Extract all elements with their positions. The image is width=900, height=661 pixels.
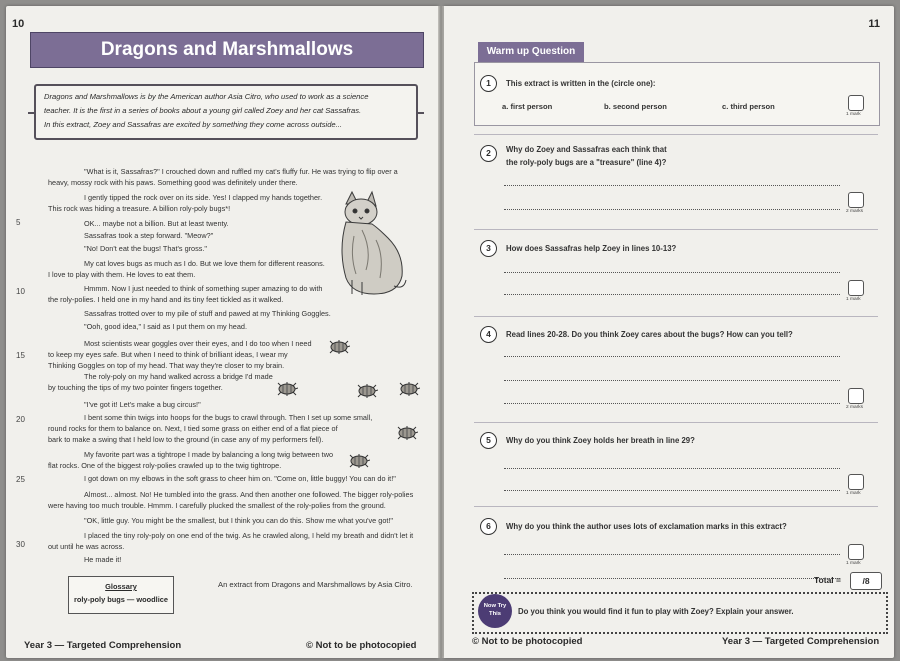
line-number: 25 xyxy=(16,475,25,484)
answer-option[interactable]: c. third person xyxy=(722,102,775,111)
mark-box[interactable] xyxy=(848,280,864,296)
story-line: I gently tipped the rock over on its side. Yes! I clapped my hands together. xyxy=(84,193,323,202)
answer-line[interactable] xyxy=(504,185,840,186)
story-paragraph xyxy=(48,530,428,552)
woodlouse-icon xyxy=(276,382,298,396)
answer-option[interactable]: b. second person xyxy=(604,102,667,111)
question-line: Why do you think the author uses lots of exclamation marks in this extract? xyxy=(506,522,787,531)
story-line: by touching the tips of my two pointer fingers together. xyxy=(48,383,223,392)
answer-line[interactable] xyxy=(504,490,840,491)
question-line: the roly-poly bugs are a "treasure" (line 4)? xyxy=(506,158,667,167)
line-number: 15 xyxy=(16,351,25,360)
now-try-this-prompt: Do you think you would find it fun to play with Zoey? Explain your answer. xyxy=(518,607,794,616)
story-line: Most scientists wear goggles over their eyes, and I do too when I need xyxy=(84,339,312,348)
story-line: were having too much trouble. Hmmm. I carefully plucked the smallest of the roly-polies from the ground. xyxy=(48,501,386,510)
question-number: 6 xyxy=(480,518,497,535)
glossary-title: Glossary xyxy=(105,582,137,591)
story-line: OK... maybe not a billion. But at least twenty. xyxy=(84,219,229,228)
story-line: "OK, little guy. You might be the smallest, but I think you can do this. Show me what you've got!" xyxy=(84,516,394,525)
question-divider xyxy=(474,506,878,507)
now-try-this-badge-text: Now Try This xyxy=(483,603,507,617)
page-number-left: 10 xyxy=(12,18,25,30)
story-line: I got down on my elbows in the soft grass to cheer him on. "Come on, little buggy! You can do it!" xyxy=(84,474,396,483)
story-line: out until he was across. xyxy=(48,542,125,551)
intro-line: In this extract, Zoey and Sassafras are excited by something they come across outside... xyxy=(44,120,342,129)
cat-illustration xyxy=(332,190,408,300)
story-line: I love to play with them. He loves to eat them. xyxy=(48,270,196,279)
mark-box[interactable] xyxy=(848,544,864,560)
page-title: Dragons and Marshmallows xyxy=(100,39,354,60)
answer-line[interactable] xyxy=(504,272,840,273)
question-number: 2 xyxy=(480,145,497,162)
story-line: round rocks for them to balance on. Next, I tied some grass on either end of a flat piece of xyxy=(48,424,338,433)
story-paragraph xyxy=(48,371,354,393)
total-box[interactable]: /8 xyxy=(850,572,882,590)
intro-line: teacher. It is the first in a series of books about a young girl called Zoey and her cat Sassafras. xyxy=(44,106,362,115)
question-line: Read lines 20-28. Do you think Zoey cares about the bugs? How can you tell? xyxy=(506,330,793,339)
question-line: Why do you think Zoey holds her breath in line 29? xyxy=(506,436,695,445)
story-line: to keep my eyes safe. But when I need to think of brilliant ideas, I wear my xyxy=(48,350,288,359)
glossary-box xyxy=(68,576,174,614)
story-line: Thinking Goggles on top of my head. That way they're closer to my brain. xyxy=(48,361,285,370)
mark-label: 1 mark xyxy=(846,297,861,302)
answer-line[interactable] xyxy=(504,356,840,357)
story-paragraph xyxy=(48,412,428,445)
question-line: This extract is written in the (circle one): xyxy=(506,79,656,88)
total-label: Total = xyxy=(814,575,841,585)
line-number: 5 xyxy=(16,218,21,227)
story-line: Hmmm. Now I just needed to think of something super amazing to do with xyxy=(84,284,323,293)
intro-box xyxy=(34,84,418,140)
line-number: 20 xyxy=(16,415,25,424)
warm-up-box xyxy=(474,62,880,126)
story-paragraph xyxy=(48,449,428,471)
left-page xyxy=(6,6,438,658)
story-line: Sassafras trotted over to my pile of stuff and pawed at my Thinking Goggles. xyxy=(84,309,331,318)
page-number-right: 11 xyxy=(868,18,880,30)
intro-line: Dragons and Marshmallows is by the American author Asia Citro, who used to work as a science xyxy=(44,92,369,101)
story-paragraph xyxy=(48,489,428,511)
question-number: 3 xyxy=(480,240,497,257)
question-line: How does Sassafras help Zoey in lines 10-13? xyxy=(506,244,677,253)
answer-line[interactable] xyxy=(504,578,840,579)
woodlouse-icon xyxy=(328,340,350,354)
woodlouse-icon xyxy=(398,382,420,396)
story-line: "I've got it! Let's make a bug circus!" xyxy=(84,400,201,409)
story-line: flat rocks. One of the biggest roly-polies crawled up to the twig tightrope. xyxy=(48,461,282,470)
question-number: 1 xyxy=(480,75,497,92)
line-number: 30 xyxy=(16,540,25,549)
mark-box[interactable] xyxy=(848,192,864,208)
footer-copyright: © Not to be photocopied xyxy=(306,640,417,651)
question-divider xyxy=(474,134,878,135)
warm-up-header: Warm up Question xyxy=(478,42,584,62)
story-line: He made it! xyxy=(84,555,122,564)
story-line: bark to make a swing that I held low to the ground (in case any of my performers fell). xyxy=(48,435,324,444)
story-paragraph xyxy=(48,166,428,188)
woodlouse-icon xyxy=(348,454,370,468)
answer-option[interactable]: a. first person xyxy=(502,102,553,111)
glossary-entry: roly-poly bugs — woodlice xyxy=(73,595,169,604)
story-paragraph xyxy=(48,321,354,332)
question-number: 5 xyxy=(480,432,497,449)
answer-line[interactable] xyxy=(504,403,840,404)
mark-box[interactable] xyxy=(848,95,864,111)
story-paragraph xyxy=(48,308,354,319)
mark-label: 1 mark xyxy=(846,491,861,496)
story-line: "Ooh, good idea," I said as I put them on my head. xyxy=(84,322,247,331)
mark-box[interactable] xyxy=(848,474,864,490)
line-number: 10 xyxy=(16,287,25,296)
story-paragraph xyxy=(48,554,428,565)
woodlouse-icon xyxy=(356,384,378,398)
answer-line[interactable] xyxy=(504,380,840,381)
answer-line[interactable] xyxy=(504,209,840,210)
story-line: The roly-poly on my hand walked across a bridge I'd made xyxy=(84,372,273,381)
story-line: Almost... almost. No! He tumbled into the grass. And then another one followed. The bigger roly-polies xyxy=(84,490,414,499)
right-page xyxy=(444,6,894,658)
story-line: I bent some thin twigs into hoops for the bugs to crawl through. Then I set up some small, xyxy=(84,413,373,422)
story-line: "No! Don't eat the bugs! That's gross." xyxy=(84,244,208,253)
footer-copyright: © Not to be photocopied xyxy=(472,636,583,647)
question-divider xyxy=(474,422,878,423)
title-banner xyxy=(30,32,424,68)
story-paragraph xyxy=(48,338,354,371)
question-number: 4 xyxy=(480,326,497,343)
question-text xyxy=(506,242,676,255)
story-line: This rock was hiding a treasure. A billion roly-poly bugs*! xyxy=(48,204,231,213)
story-paragraph xyxy=(48,399,428,410)
footer-series: Year 3 — Targeted Comprehension xyxy=(24,640,182,651)
footer-series: Year 3 — Targeted Comprehension xyxy=(722,636,880,647)
question-text xyxy=(506,143,667,169)
story-line: My favorite part was a tightrope I made by balancing a long twig between two xyxy=(84,450,334,459)
story-line: heavy, mossy rock with his paws. Something good was definitely under there. xyxy=(48,178,298,187)
question-text xyxy=(506,328,793,341)
answer-line[interactable] xyxy=(504,554,840,555)
answer-line[interactable] xyxy=(504,468,840,469)
story-line: the roly-polies. I held one in my hand and its tiny feet tickled as it walked. xyxy=(48,295,284,304)
question-line: Why do Zoey and Sassafras each think that xyxy=(506,145,667,154)
question-divider xyxy=(474,316,878,317)
story-line: Sassafras took a step forward. "Meow?" xyxy=(84,231,214,240)
story-paragraph xyxy=(48,515,428,526)
mark-label: 2 marks xyxy=(846,405,864,410)
source-citation: An extract from Dragons and Marshmallows by Asia Citro. xyxy=(218,580,413,589)
mark-label: 2 marks xyxy=(846,209,864,214)
mark-box[interactable] xyxy=(848,388,864,404)
story-line: "What is it, Sassafras?" I crouched down and ruffled my cat's fluffy fur. He was trying to flip over a xyxy=(84,167,398,176)
question-text xyxy=(506,520,787,533)
answer-line[interactable] xyxy=(504,294,840,295)
question-text xyxy=(506,77,655,90)
mark-label: 1 mark xyxy=(846,561,861,566)
woodlouse-icon xyxy=(396,426,418,440)
question-text xyxy=(506,434,695,447)
story-line: My cat loves bugs as much as I do. But we love them for different reasons. xyxy=(84,259,325,268)
story-paragraph xyxy=(48,283,354,305)
story-paragraph xyxy=(48,473,428,484)
mark-label: 1 mark xyxy=(846,112,861,117)
question-divider xyxy=(474,229,878,230)
story-line: I placed the tiny roly-poly on one end of the twig. As he crawled along, I held my breath and didn't let it xyxy=(84,531,414,540)
now-try-this-badge xyxy=(478,594,512,628)
